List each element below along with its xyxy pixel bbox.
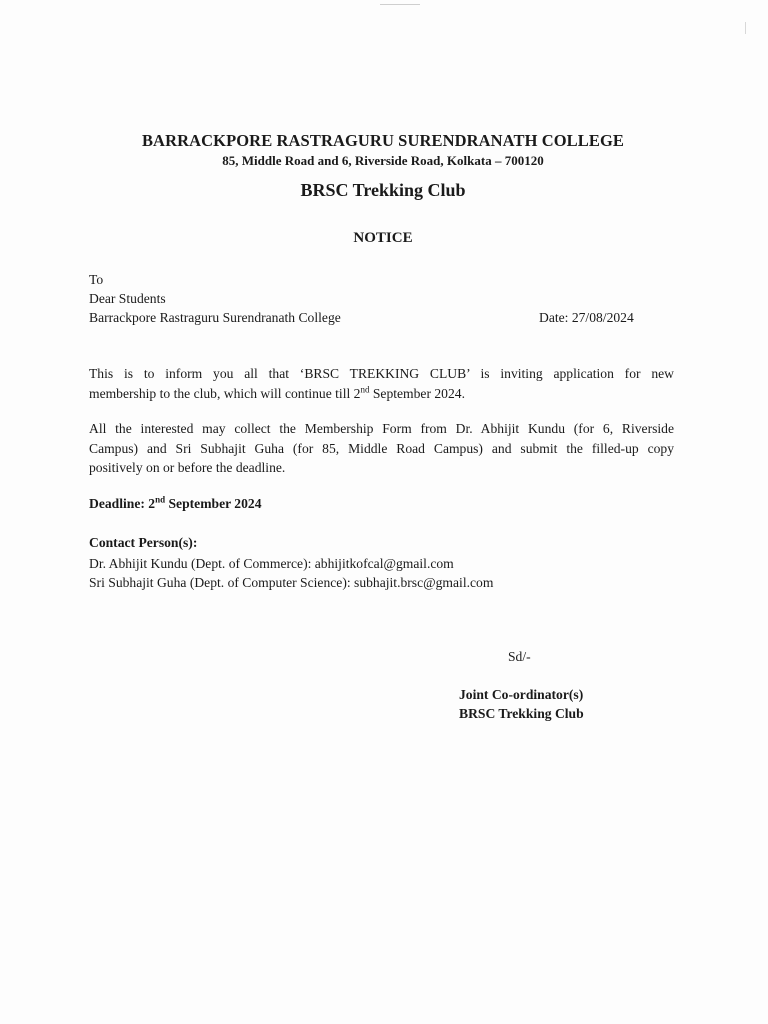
- ordinal-suffix: nd: [360, 383, 370, 394]
- contact-heading: Contact Person(s):: [89, 535, 198, 550]
- deadline: [89, 496, 262, 512]
- contact-person-2: Sri Subhajit Guha (Dept. of Computer Science): subhajit.brsc@gmail.com: [89, 575, 494, 590]
- college-name: BARRACKPORE RASTRAGURU SURENDRANATH COLLEGE: [141, 131, 625, 150]
- signatory-club: BRSC Trekking Club: [459, 706, 584, 721]
- deadline-post: September 2024: [165, 496, 262, 511]
- paragraph-invitation: [89, 364, 674, 403]
- recipient-line-1: Dear Students: [89, 291, 166, 306]
- paragraph-invitation-line-2-pre: membership to the club, which will continue till 2: [89, 385, 361, 401]
- scan-artifact-top: [380, 4, 420, 5]
- notice-title: NOTICE: [353, 230, 413, 246]
- signature-mark: Sd/-: [508, 649, 531, 664]
- paragraph-instructions: [89, 419, 674, 478]
- deadline-pre: Deadline: 2: [89, 496, 156, 511]
- scan-artifact-right: [745, 22, 746, 34]
- paragraph-invitation-line-1: This is to inform you all that ‘BRSC TREKKING CLUB’ is inviting application for new: [89, 366, 674, 381]
- paragraph-invitation-line-2: [89, 384, 674, 404]
- club-title: BRSC Trekking Club: [300, 180, 466, 200]
- contact-person-1: Dr. Abhijit Kundu (Dept. of Commerce): abhijitkofcal@gmail.com: [89, 556, 454, 571]
- recipient-line-2: Barrackpore Rastraguru Surendranath College: [89, 310, 341, 325]
- signatory-title: Joint Co-ordinator(s): [459, 687, 584, 702]
- college-address: 85, Middle Road and 6, Riverside Road, Kolkata – 700120: [222, 153, 544, 168]
- paragraph-instructions-line-1: All the interested may collect the Membership Form from Dr. Abhijit Kundu (for 6, Riverside: [89, 421, 674, 436]
- paragraph-instructions-line-3: positively on or before the deadline.: [89, 460, 286, 475]
- recipient-to: To: [89, 272, 104, 287]
- paragraph-invitation-line-2-post: September 2024.: [369, 385, 465, 401]
- paragraph-instructions-line-2: Campus) and Sri Subhajit Guha (for 85, Middle Road Campus) and submit the filled-up copy: [89, 440, 674, 456]
- notice-date: Date: 27/08/2024: [539, 310, 634, 325]
- deadline-ordinal-suffix: nd: [155, 494, 166, 505]
